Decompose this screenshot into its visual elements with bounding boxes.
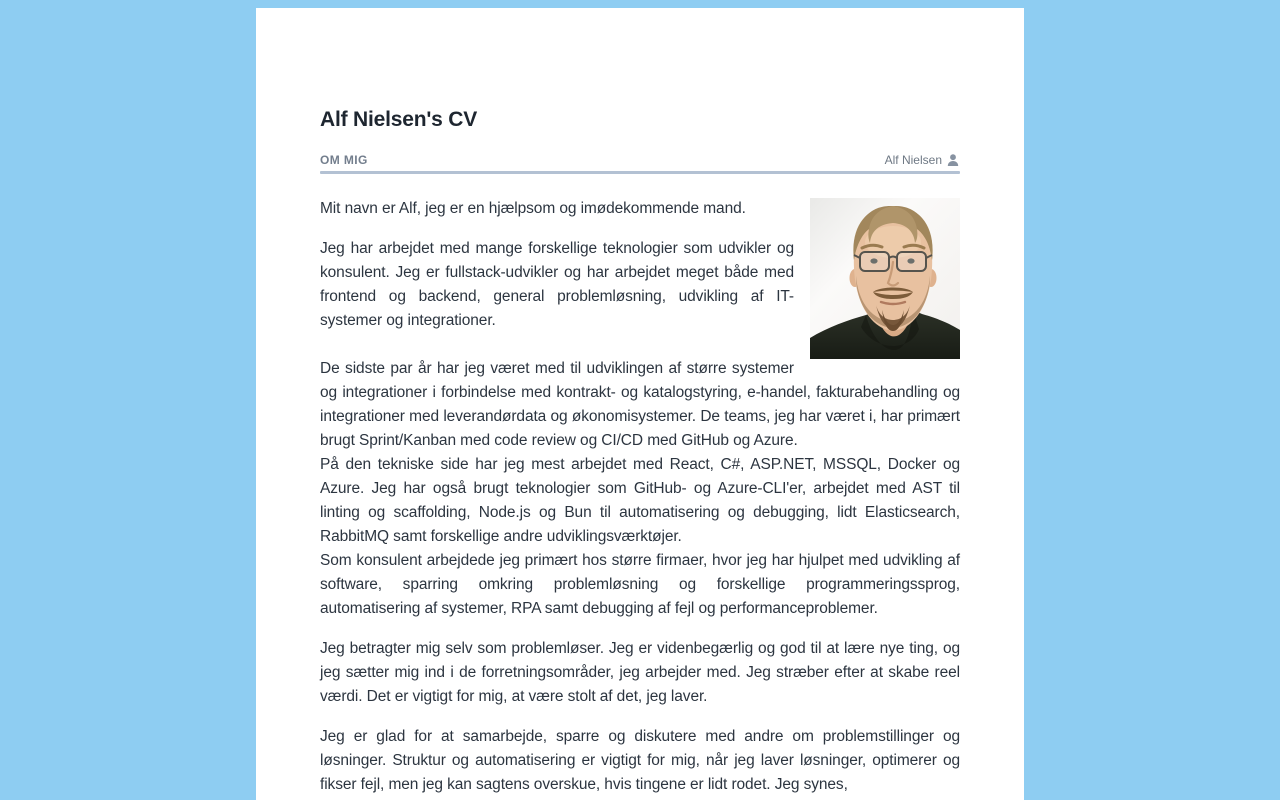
about-paragraph: Jeg betragter mig selv som problemløser. Jeg er videnbegærlig og god til at lære nye ting, og jeg sætter mig ind i de forretningsområder, jeg arbejder med. Jeg stræber efter at skabe reel værdi. Det er vigtigt for mig, at være stolt af det, jeg laver.: [320, 640, 960, 705]
about-paragraph: På den tekniske side har jeg mest arbejdet med React, C#, ASP.NET, MSSQL, Docker og Azure. Jeg har også brugt teknologier som GitHub- og Azure-CLI'er, arbejdet med AST til linting og scaffolding, Node.js og Bun til automatisering og debugging, lidt Elasticsearch, RabbitMQ samt forskellige andre udviklingsværktøjer.: [320, 456, 960, 545]
section-divider: [320, 171, 960, 174]
cv-page: [256, 8, 1024, 800]
author-badge[interactable]: [885, 153, 960, 167]
about-paragraph: Jeg har arbejdet med mange forskellige teknologier som udvikler og konsulent. Jeg er fullstack-udvikler og har arbejdet meget både med frontend og backend, general problemløsning, udvikling af IT-systemer og integrationer.: [320, 240, 794, 329]
about-paragraph: Mit navn er Alf, jeg er en hjælpsom og imødekommende mand.: [320, 200, 746, 217]
about-paragraph: Som konsulent arbejdede jeg primært hos større firmaer, hvor jeg har hjulpet med udvikling af software, sparring omkring problemløsning og forskellige programmeringssprog, automatisering af systemer, RPA samt debugging af fejl og performanceproblemer.: [320, 552, 960, 617]
author-name: Alf Nielsen: [884, 153, 942, 167]
page-title: Alf Nielsen's CV: [320, 108, 478, 131]
about-paragraph: Jeg er glad for at samarbejde, sparre og diskutere med andre om problemstillinger og løsninger. Struktur og automatisering er vigtigt for mig, når jeg laver løsninger, optimerer og fikser fejl, men jeg kan sagtens overskue, hvis tingene er lidt rodet. Jeg synes,: [320, 728, 960, 793]
section-header: [320, 153, 960, 171]
person-icon: [946, 153, 960, 167]
profile-photo: [810, 198, 960, 359]
about-section: [320, 197, 960, 797]
section-label: OM MIG: [320, 153, 368, 167]
about-paragraph: De sidste par år har jeg været med til udviklingen af større systemer og integrationer i forbindelse med kontrakt- og katalogstyring, e-handel, fakturabehandling og integrationer med leverandørdata og økonomisystemer. De teams, jeg har været i, har primært brugt Sprint/Kanban med code review og CI/CD med GitHub og Azure.: [320, 360, 960, 449]
